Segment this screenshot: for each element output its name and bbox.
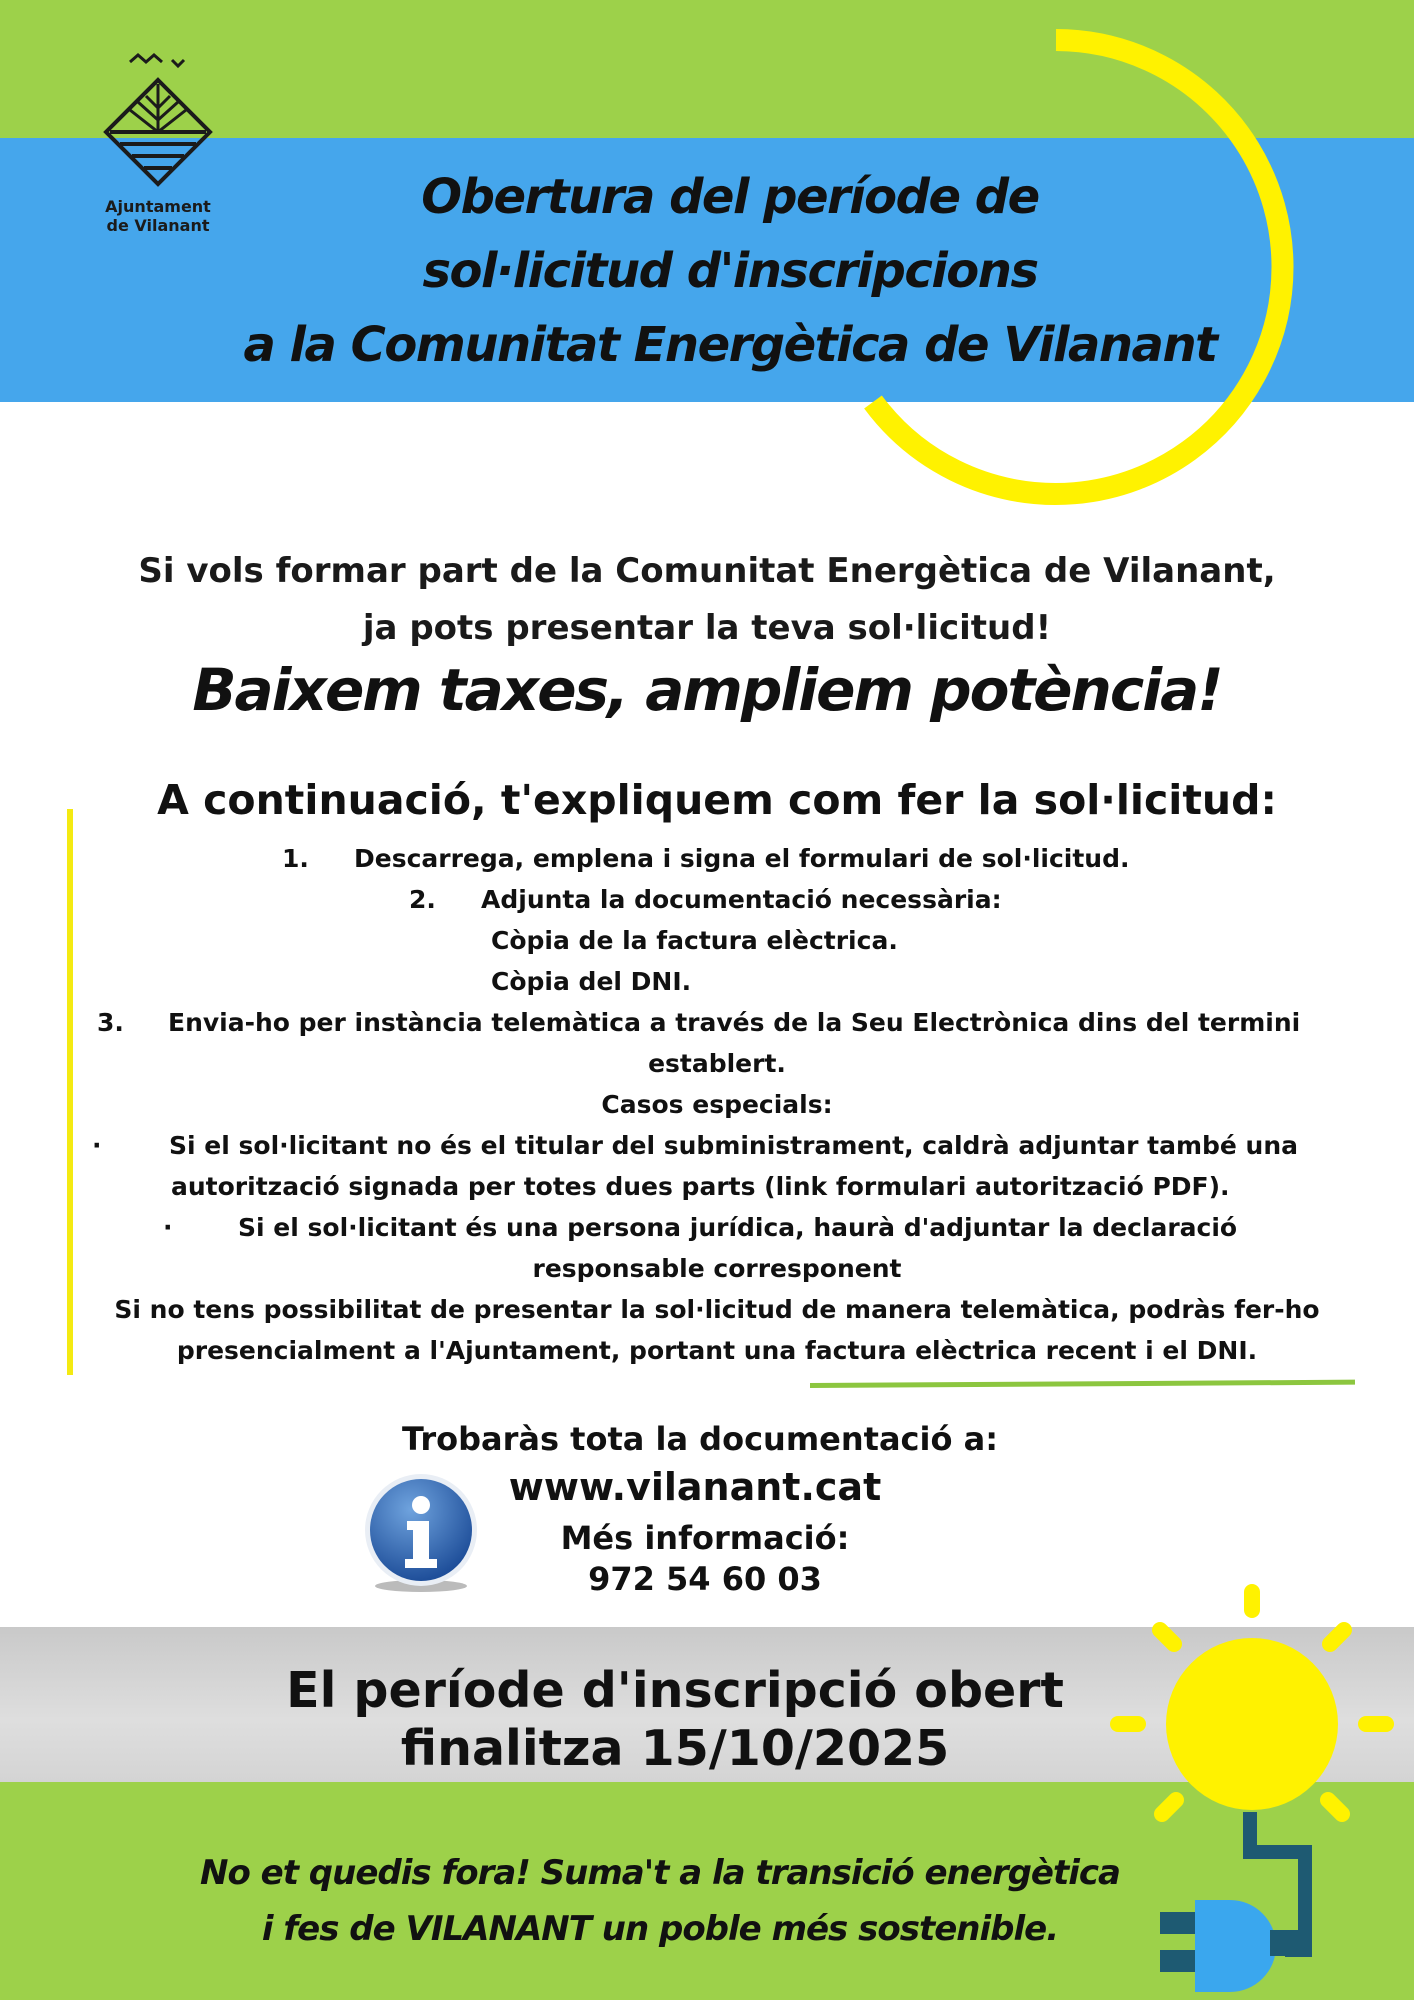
- logo-line-2: de Vilanant: [106, 216, 210, 235]
- special-2-bullet: ·: [163, 1213, 173, 1242]
- intro-line-1: Si vols formar part de la Comunitat Energètica de Vilanant,: [138, 551, 1276, 591]
- green-divider: [810, 1380, 1355, 1388]
- closing-line-2: i fes de VILANANT un poble més sostenible.: [261, 1909, 1059, 1949]
- step-2-number: 2.: [409, 885, 436, 914]
- ajuntament-vilanant-logo-icon: [96, 50, 220, 195]
- deadline-line-1: El període d'inscripció obert: [286, 1662, 1064, 1719]
- in-person-line-2: presencialment a l'Ajuntament, portant una factura elèctrica recent i el DNI.: [176, 1336, 1258, 1365]
- special-2-line-1: Si el sol·licitant és una persona jurídica, haurà d'adjuntar la declaració: [238, 1213, 1238, 1242]
- closing-text: [170, 1845, 1150, 1957]
- website-link[interactable]: www.vilanant.cat: [508, 1465, 882, 1509]
- info-icon: [362, 1472, 480, 1596]
- more-info-label: Més informació:: [560, 1519, 850, 1557]
- step-2-sub-1: Còpia de la factura elèctrica.: [491, 926, 898, 955]
- logo-line-1: Ajuntament: [105, 197, 211, 216]
- title-line-3: a la Comunitat Energètica de Vilanant: [243, 317, 1217, 373]
- intro-line-2: ja pots presentar la teva sol·licitud!: [362, 608, 1052, 648]
- step-1-number: 1.: [282, 844, 309, 873]
- page-title: [220, 160, 1240, 382]
- how-heading: A continuació, t'expliquem com fer la sol·licitud:: [157, 776, 1277, 824]
- step-3-text-line-2: establert.: [648, 1049, 786, 1078]
- step-2-text: Adjunta la documentació necessària:: [481, 885, 1002, 914]
- special-1-bullet: ·: [92, 1131, 102, 1160]
- intro-text: [60, 543, 1354, 657]
- slogan: Baixem taxes, ampliem potència!: [192, 656, 1222, 724]
- more-info: [500, 1518, 910, 1600]
- step-3-number: 3.: [97, 1008, 124, 1037]
- docs-label: Trobaràs tota la documentació a:: [402, 1420, 998, 1458]
- special-1-line-1: Si el sol·licitant no és el titular del subministrament, caldrà adjuntar també una: [169, 1131, 1299, 1160]
- special-cases-heading: Casos especials:: [601, 1090, 833, 1119]
- title-line-1: Obertura del període de: [421, 169, 1039, 225]
- deadline-line-2: finalitza 15/10/2025: [400, 1720, 950, 1777]
- step-2-sub-2: Còpia del DNI.: [491, 967, 692, 996]
- step-3-text-line-1: Envia-ho per instància telemàtica a través de la Seu Electrònica dins del termini: [168, 1008, 1301, 1037]
- phone-number[interactable]: 972 54 60 03: [588, 1560, 822, 1598]
- plug-icon: [1160, 1812, 1305, 1992]
- closing-line-1: No et quedis fora! Suma't a la transició energètica: [199, 1853, 1120, 1893]
- deadline-text: [210, 1662, 1140, 1778]
- logo-text: [92, 197, 224, 235]
- in-person-line-1: Si no tens possibilitat de presentar la sol·licitud de manera telemàtica, podràs fer-ho: [114, 1295, 1320, 1324]
- step-1-text: Descarrega, emplena i signa el formulari de sol·licitud.: [354, 844, 1130, 873]
- title-line-2: sol·licitud d'inscripcions: [422, 243, 1038, 299]
- special-2-line-2: responsable corresponent: [532, 1254, 902, 1283]
- special-1-line-2: autorització signada per totes dues parts (link formulari autorització PDF).: [171, 1172, 1230, 1201]
